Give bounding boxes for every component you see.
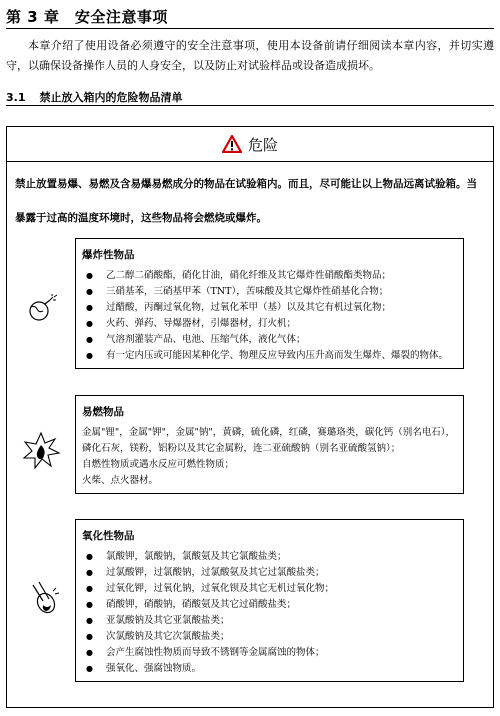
danger-header [7, 127, 493, 162]
list-item: ● 硝酸钾，硝酸钠，硝酸氨及其它过硝酸盐类； [82, 597, 457, 613]
text-line: 金属"锂"，金属"钾"，金属"钠"，黄磷，硫化磷，红磷，赛璐珞类，碳化钙（别名电石），磷化石灰，镁粉，铝粉以及其它金属粉，连二亚硫酸钠（别名亚硫酸氢钠）； [82, 427, 455, 454]
list-item: ● 气溶剂灌装产品、电池、压缩气体，液化气体； [82, 332, 457, 348]
list-item: ● 亚氯酸钠及其它亚氯酸盐类； [82, 613, 457, 629]
oxidizer-list [82, 549, 457, 677]
warning-triangle-icon [222, 135, 242, 153]
explosive-category [75, 238, 464, 369]
list-item: ● 火药、弹药、导爆器材，引爆器材，打火机； [82, 316, 457, 332]
flammable-icon [21, 431, 61, 471]
chapter-title: 第 3 章 安全注意事项 [6, 8, 168, 26]
chapter-divider [6, 28, 494, 29]
explosive-list [82, 268, 457, 364]
category-title: 爆炸性物品 [82, 249, 135, 261]
danger-warning-box [6, 126, 494, 708]
list-item: ● 有一定内压或可能因某种化学、物理反应导致内压升高而发生爆炸、爆裂的物体。 [82, 348, 457, 364]
section-number: 3.1 [6, 91, 26, 104]
oxidizer-category [75, 519, 464, 682]
list-item: ● 三硝基苯，三硝基甲苯（TNT），苦味酸及其它爆炸性硝基化合物； [82, 284, 457, 300]
list-item: ● 过氯酸钾，过氯酸钠，过氯酸氨及其它过氯酸盐类； [82, 565, 457, 581]
text-line: 火柴、点火器材。 [82, 475, 159, 486]
list-item: ● 过氧化钾，过氧化钠，过氧化钡及其它无机过氧化物； [82, 581, 457, 597]
oxidizer-icon [23, 579, 63, 619]
flammable-category [75, 395, 464, 494]
list-item: ● 强氧化、强腐蚀物质。 [82, 661, 457, 677]
flammable-text [82, 425, 457, 489]
list-item: ● 次氯酸钠及其它次氯酸盐类； [82, 629, 457, 645]
danger-text: 禁止放置易爆、易燃及含易爆易燃成分的物品在试验箱内。而且，尽可能让以上物品远离试验箱。当暴露于过高的温度环境时，这些物品将会燃烧或爆炸。 [15, 178, 477, 224]
list-item: ● 过醋酸，丙酮过氧化物，过氧化苯甲（基）以及其它有机过氧化物； [82, 300, 457, 316]
intro-paragraph: 本章介绍了使用设备必须遵守的安全注意事项，使用本设备前请仔细阅读本章内容，并切实遵守，以确保设备操作人员的人身安全，以及防止对试验样品或设备造成损坏。 [6, 39, 494, 72]
section-divider [6, 105, 494, 106]
section-title: 禁止放入箱内的危险物品清单 [39, 91, 183, 104]
list-item: ● 乙二醇二硝酸酯，硝化甘油，硝化纤维及其它爆炸性硝酸酯类物品； [82, 268, 457, 284]
list-item: ● 氯酸钾，氯酸钠，氯酸氨及其它氯酸盐类； [82, 549, 457, 565]
text-line: 自燃性物质或遇水反应可燃性物质； [82, 459, 235, 470]
category-title: 氧化性物品 [82, 530, 135, 542]
category-title: 易燃物品 [82, 406, 124, 418]
section-heading [6, 89, 183, 105]
bomb-icon [25, 291, 65, 325]
list-item: ● 会产生腐蚀性物质而导致不锈钢等金属腐蚀的物体； [82, 645, 457, 661]
danger-label: 危险 [247, 135, 278, 154]
